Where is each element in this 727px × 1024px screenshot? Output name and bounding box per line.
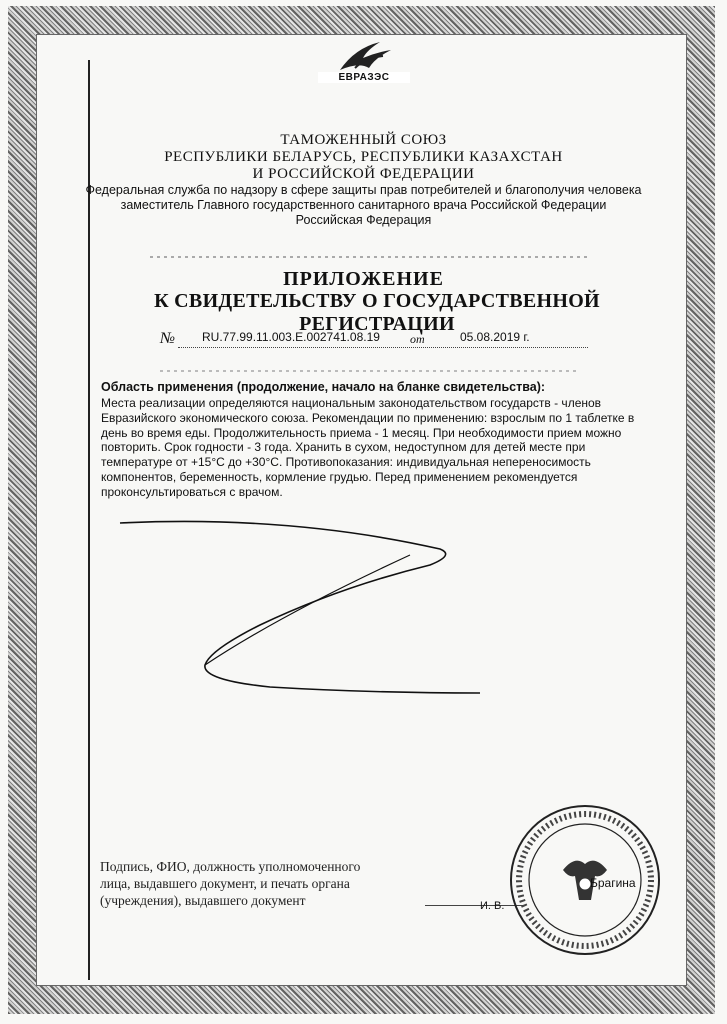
signature-caption: Подпись, ФИО, должность уполномоченного лица, выдавшего документ, и печать органа (учреждения), выдавшего документ xyxy=(100,859,361,908)
issuing-authority xyxy=(60,183,667,228)
handwritten-signature xyxy=(110,515,490,705)
union-heading xyxy=(60,132,667,183)
number-underline xyxy=(178,346,588,348)
signer-initials: И. В. xyxy=(480,900,505,912)
faint-divider-2 xyxy=(160,370,580,372)
union-line-1: ТАМОЖЕННЫЙ СОЮЗ xyxy=(280,132,447,148)
registration-number: RU.77.99.11.003.Е.002741.08.19 xyxy=(202,330,380,344)
faint-divider xyxy=(150,256,590,258)
appendix-subtitle: К СВИДЕТЕЛЬСТВУ О ГОСУДАРСТВЕННОЙ РЕГИСТРАЦИИ xyxy=(154,290,600,335)
scope-text: Места реализации определяются национальным законодательством государств - членов Евразийского экономического союза. Рекомендации по применению: взрослым по 1 таблетке в день во время еды. Продолжительность приема - 1 месяц. При необходимости прием можно повторить. Срок годности - 3 года. Хранить в сухом, недоступном для детей месте при температуре от +15°С до +30°С. Противопоказания: индивидуальная непереносимость компонентов, беременность, кормление грудью. Перед применением рекомендуется проконсультироваться с врачом. xyxy=(101,396,635,499)
scope-title: Область применения (продолжение, начало на бланке свидетельства): xyxy=(101,380,546,394)
service-line-2: заместитель Главного государственного санитарного врача Российской Федерации xyxy=(120,198,607,212)
service-line-3: Российская Федерация xyxy=(295,213,432,227)
union-line-3: И РОССИЙСКОЙ ФЕДЕРАЦИИ xyxy=(252,166,475,182)
appendix-title: ПРИЛОЖЕНИЕ xyxy=(283,268,444,290)
official-seal-icon xyxy=(505,800,665,960)
signer-name: Брагина xyxy=(590,876,636,890)
emblem-label: ЕВРАЗЭС xyxy=(318,72,410,83)
union-line-2: РЕСПУБЛИКИ БЕЛАРУСЬ, РЕСПУБЛИКИ КАЗАХСТАН xyxy=(164,149,563,165)
number-sign: № xyxy=(160,330,176,347)
registration-date: 05.08.2019 г. xyxy=(460,330,530,344)
service-line-1: Федеральная служба по надзору в сфере защиты прав потребителей и благополучия человека xyxy=(85,183,642,197)
from-label: от xyxy=(410,332,425,346)
registration-number-row xyxy=(160,330,590,350)
